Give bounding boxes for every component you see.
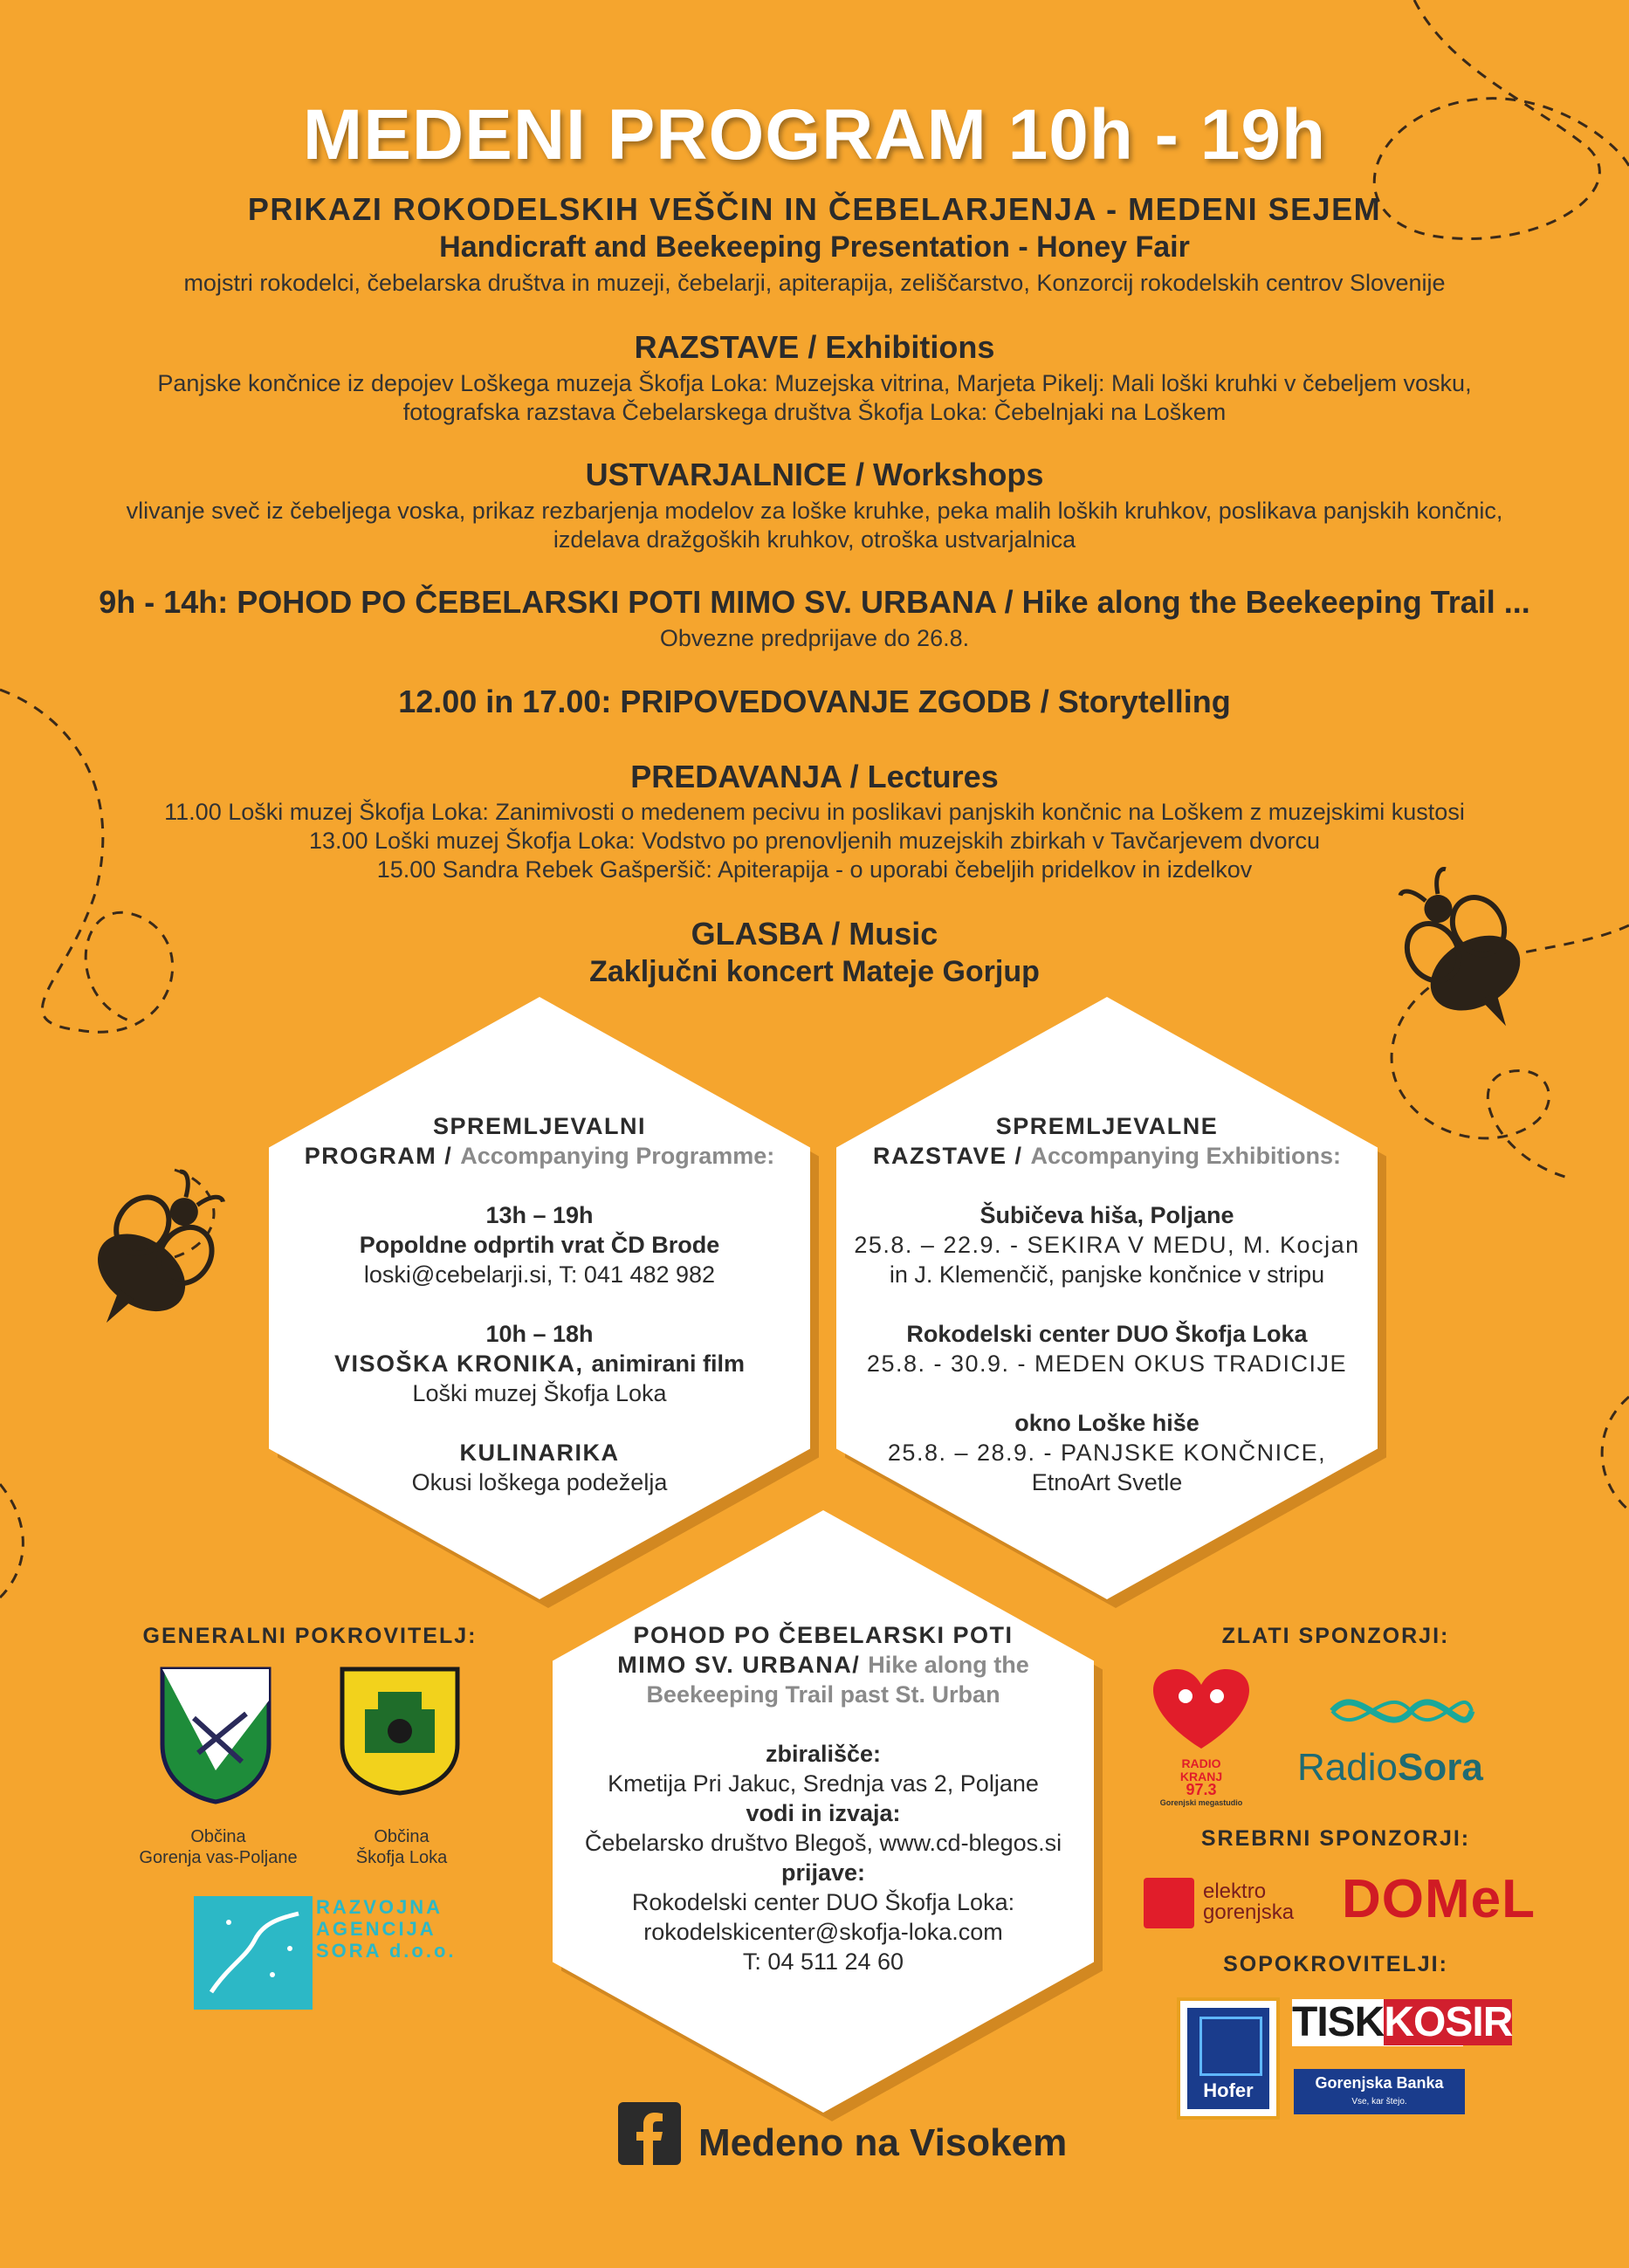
workshops-line-1: vlivanje sveč iz čebeljega voska, prikaz rezbarjenja modelov za loške kruhke, peka malih loških kruhkov, poslikava panjskih končnic, [126, 498, 1503, 524]
crest1-label [122, 1826, 314, 1868]
heart-icon [1149, 1666, 1254, 1753]
elektro-a: elektro [1203, 1880, 1267, 1903]
hex-bottom-title-2: MIMO SV. URBANA/ [617, 1652, 869, 1678]
rasora-line-3: SORA d.o.o. [316, 1940, 457, 1962]
crest2-label-2: Škofja Loka [355, 1848, 448, 1867]
hex-bottom-content [553, 1620, 1094, 1976]
hike-heading: 9h - 14h: POHOD PO ČEBELARSKI POTI MIMO SV. URBANA / Hike along the Beekeeping Trail ... [99, 584, 1530, 620]
elektro-gorenjska-logo [1144, 1873, 1318, 1934]
hex-left-e2-place: Loški muzej Škofja Loka [412, 1380, 667, 1406]
banka-b: Banka [1396, 2074, 1444, 2092]
hex-right-e2-place: Rokodelski center DUO Škofja Loka [906, 1321, 1308, 1347]
rasora-map-icon [194, 1896, 313, 2010]
crest2-label [306, 1826, 498, 1868]
hex-right-content [836, 1111, 1378, 1497]
silver-sponsors-title: SREBRNI SPONZORJI: [1200, 1826, 1471, 1851]
fair-heading: PRIKAZI ROKODELSKIH VEŠČIN IN ČEBELARJENJA - MEDENI SEJEM [247, 191, 1382, 227]
hex-left-e2-name: VISOŠKA KRONIKA, [333, 1350, 592, 1377]
hex-right-e1-line-2: in J. Klemenčič, panjske končnice v stripu [889, 1261, 1325, 1288]
skofja-loka-crest-icon [339, 1666, 461, 1797]
hex-bottom-title-en: Hike along the [868, 1652, 1029, 1678]
lectures-line-2: 13.00 Loški muzej Škofja Loka: Vodstvo po prenovljenih muzejskih zbirkah v Tavčarjevem dvorcu [308, 828, 1321, 854]
radio-sora-b: Sora [1397, 1746, 1483, 1789]
crest1-label-1: Občina [190, 1827, 246, 1846]
hex-bottom-l1-text: Kmetija Pri Jakuc, Srednja vas 2, Poljane [608, 1770, 1039, 1797]
rasora-logo-icon [194, 1896, 313, 2010]
general-sponsor-title: GENERALNI POKROVITELJ: [142, 1624, 478, 1648]
tisk-b: KOSIR [1384, 1999, 1513, 2045]
hex-left-title-en: Accompanying Programme: [460, 1143, 775, 1169]
hex-right-title-2: RAZSTAVE / [872, 1143, 1031, 1169]
gold-sponsors-title: ZLATI SPONZORJI: [1221, 1624, 1450, 1648]
co-sponsors-title: SOPOKROVITELJI: [1223, 1952, 1448, 1976]
hex-left-title-1: SPREMLJEVALNI [432, 1113, 647, 1139]
music-subheading: Zaključni koncert Mateje Gorjup [589, 955, 1040, 988]
tisk-kosir-logo [1292, 1999, 1513, 2046]
radio-sora-a: Radio [1297, 1746, 1398, 1789]
lectures-heading: PREDAVANJA / Lectures [630, 759, 999, 794]
lectures-line-1: 11.00 Loški muzej Škofja Loka: Zanimivosti o medenem pecivu in poslikavi panjskih končnic na Loškem z muzejskimi kustosi [164, 799, 1465, 825]
rasora-line-2: AGENCIJA [316, 1918, 436, 1940]
hike-text: Obvezne predprijave do 26.8. [659, 625, 970, 651]
gorenja-vas-crest-icon [159, 1666, 272, 1805]
hex-right-e3-line-2: EtnoArt Svetle [1031, 1469, 1183, 1495]
hex-bottom-l3-line-1: Rokodelski center DUO Škofja Loka: [631, 1889, 1015, 1915]
bee-icon-left [65, 1157, 244, 1352]
workshops-heading: USTVARJALNICE / Workshops [585, 457, 1044, 492]
domel-logo: DOMeL [1342, 1869, 1536, 1929]
facebook-page-link[interactable]: Medeno na Visokem [698, 2121, 1068, 2164]
exhibitions-line-1: Panjske končnice iz depojev Loškega muzeja Škofja Loka: Muzejska vitrina, Marjeta Pikelj: Mali loški kruhki v čebeljem vosku, [157, 370, 1472, 396]
elektro-b: gorenjska [1203, 1900, 1295, 1924]
fair-subheading: Handicraft and Beekeeping Presentation - Honey Fair [439, 230, 1190, 264]
hex-bottom-l2-text: Čebelarsko društvo Blegoš, www.cd-blegos.si [584, 1830, 1062, 1856]
hex-left-title-2: PROGRAM / [304, 1143, 461, 1169]
hofer-text: Hofer [1203, 2079, 1254, 2101]
hex-bottom-l3-line-3: T: 04 511 24 60 [742, 1948, 904, 1975]
storytelling-heading: 12.00 in 17.00: PRIPOVEDOVANJE ZGODB / Storytelling [398, 684, 1231, 719]
radio-kranj-slogan: Gorenjski megastudio [1159, 1798, 1243, 1807]
hex-right-e2-line-1: 25.8. - 30.9. - MEDEN OKUS TRADICIJE [866, 1350, 1348, 1377]
hex-right-title-en: Accompanying Exhibitions: [1030, 1143, 1342, 1169]
hex-bottom-l2-label: vodi in izvaja: [746, 1800, 901, 1826]
banka-a: Gorenjska [1315, 2074, 1392, 2092]
hex-left-e2-name-rest: animirani film [591, 1350, 746, 1377]
radio-kranj-mid: KRANJ [1179, 1770, 1223, 1783]
gorenjska-banka-logo [1294, 2069, 1465, 2114]
radio-kranj-freq: 97.3 [1186, 1781, 1217, 1798]
fair-text: mojstri rokodelci, čebelarska društva in muzeji, čebelarji, apiterapija, zeliščarstvo, Konzorcij rokodelskih centrov Slovenije [183, 270, 1446, 296]
hex-bottom-l3-line-2: rokodelskicenter@skofja-loka.com [643, 1919, 1003, 1945]
hex-bottom-title-3: Beekeeping Trail past St. Urban [646, 1681, 1000, 1708]
facebook-icon[interactable] [618, 2102, 681, 2165]
lectures-line-3: 15.00 Sandra Rebek Gašperšič: Apiterapija - o uporabi čebeljih pridelkov in izdelkov [376, 856, 1253, 883]
rasora-text [316, 1896, 457, 1962]
exhibitions-line-2: fotografska razstava Čebelarskega društva Škofja Loka: Čebelnjaki na Loškem [402, 399, 1227, 425]
hex-left-e1-contact: loski@cebelarji.si, T: 041 482 982 [363, 1261, 716, 1288]
hex-bottom-title-1: POHOD PO ČEBELARSKI POTI [633, 1622, 1014, 1648]
hex-right-e3-place: okno Loške hiše [1014, 1410, 1199, 1436]
hex-left-e3-text: Okusi loškega podeželja [411, 1469, 668, 1495]
crest1-label-2: Gorenja vas-Poljane [139, 1848, 298, 1867]
hofer-logo [1177, 1997, 1280, 2120]
hex-bottom-l1-label: zbirališče: [765, 1741, 882, 1767]
hex-left-e2-time: 10h – 18h [485, 1321, 594, 1347]
hex-left-e1-time: 13h – 19h [485, 1202, 594, 1228]
hex-left-content [269, 1111, 810, 1497]
radio-kranj-logo [1149, 1666, 1254, 1805]
exhibitions-heading: RAZSTAVE / Exhibitions [634, 329, 995, 365]
hex-right-e1-line-1: 25.8. – 22.9. - SEKIRA V MEDU, M. Kocjan [854, 1232, 1360, 1258]
hex-right-e3-line-1: 25.8. – 28.9. - PANJSKE KONČNICE, [887, 1440, 1327, 1466]
radio-kranj-top: RADIO [1181, 1756, 1221, 1770]
page-title: MEDENI PROGRAM 10h - 19h [302, 95, 1327, 175]
elektro-gorenjska-mark-icon [1144, 1878, 1194, 1928]
rasora-line-1: RAZVOJNA [316, 1896, 443, 1918]
hofer-mark-icon [1199, 2017, 1262, 2076]
radio-sora-logo [1297, 1680, 1498, 1794]
hex-left-e3-name: KULINARIKA [459, 1440, 620, 1466]
banka-slogan: Vse, kar štejo. [1351, 2097, 1407, 2106]
hex-bottom-l3-label: prijave: [780, 1859, 866, 1886]
hex-right-title-1: SPREMLJEVALNE [995, 1113, 1219, 1139]
music-heading: GLASBA / Music [691, 916, 938, 952]
radio-sora-wave-icon [1297, 1680, 1498, 1742]
crest2-label-1: Občina [374, 1827, 430, 1846]
hex-left-e1-name: Popoldne odprtih vrat ČD Brode [359, 1232, 720, 1258]
workshops-line-2: izdelava dražgoških kruhkov, otroška ustvarjalnica [553, 526, 1076, 553]
hex-right-e1-place: Šubičeva hiša, Poljane [979, 1202, 1234, 1228]
tisk-a: TISK [1292, 1999, 1385, 2045]
